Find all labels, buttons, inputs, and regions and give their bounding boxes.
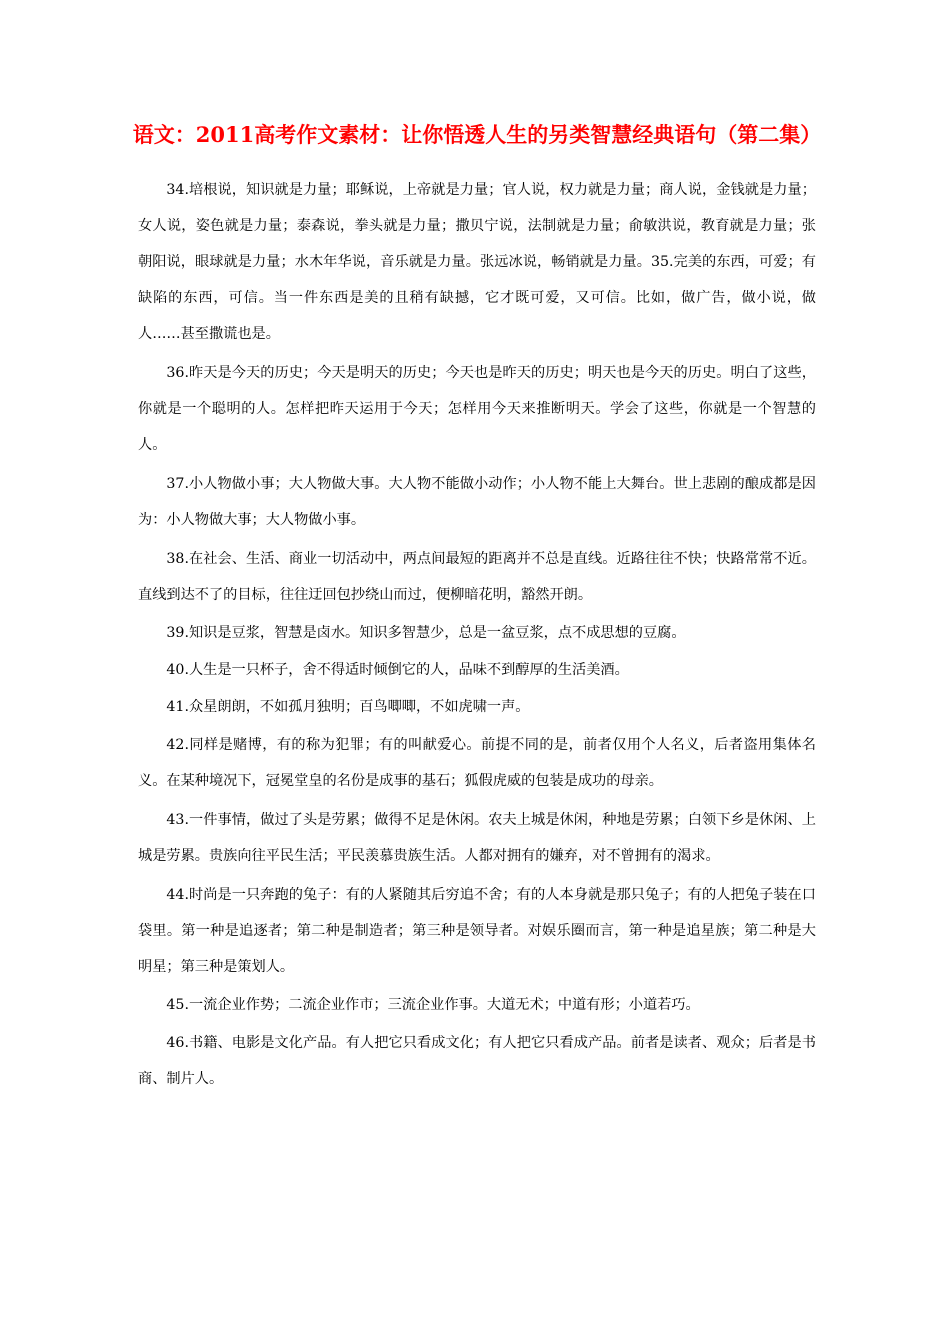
paragraph-43: 43.一件事情，做过了头是劳累；做得不足是休闲。农夫上城是休闲，种地是劳累；白领下乡是休闲、上城是劳累。贵族向往平民生活；平民羡慕贵族生活。人都对拥有的嫌弃，对不曾拥有的渴求。 xyxy=(138,812,816,864)
document-body xyxy=(138,172,816,1100)
paragraph-42: 42.同样是赌博，有的称为犯罪；有的叫献爱心。前提不同的是，前者仅用个人名义，后者盗用集体名义。在某种境况下，冠冕堂皇的名份是成事的基石；狐假虎威的包装是成功的母亲。 xyxy=(138,737,816,789)
paragraph-41: 41.众星朗朗，不如孤月独明；百鸟唧唧，不如虎啸一声。 xyxy=(166,699,530,715)
document-title: 语文：2011高考作文素材：让你悟透人生的另类智慧经典语句（第二集） xyxy=(132,122,822,147)
paragraph-46: 46.书籍、电影是文化产品。有人把它只看成文化；有人把它只看成产品。前者是读者、观众；后者是书商、制片人。 xyxy=(138,1035,816,1087)
paragraph-44: 44.时尚是一只奔跑的兔子：有的人紧随其后穷追不舍；有的人本身就是那只兔子；有的人把兔子装在口袋里。第一种是追逐者；第二种是制造者；第三种是领导者。对娱乐圈而言，第一种是追星族；第二种是大明星；第三种是策划人。 xyxy=(138,887,816,975)
paragraph-38: 38.在社会、生活、商业一切活动中，两点间最短的距离并不总是直线。近路往往不快；快路常常不近。直线到达不了的目标，往往迂回包抄绕山而过，便柳暗花明，豁然开朗。 xyxy=(138,551,816,603)
paragraph-34-35: 34.培根说，知识就是力量；耶稣说，上帝就是力量；官人说，权力就是力量；商人说，金钱就是力量；女人说，姿色就是力量；泰森说，拳头就是力量；撒贝宁说，法制就是力量；俞敏洪说，教育就是力量；张朝阳说，眼球就是力量；水木年华说，音乐就是力量。张远冰说，畅销就是力量。35.完美的东西，可爱；有缺陷的东西，可信。当一件东西是美的且稍有缺撼，它才既可爱，又可信。比如，做广告，做小说，做人……甚至撒谎也是。 xyxy=(138,182,816,342)
paragraph-36: 36.昨天是今天的历史；今天是明天的历史；今天也是昨天的历史；明天也是今天的历史。明白了这些，你就是一个聪明的人。怎样把昨天运用于今天；怎样用今天来推断明天。学会了这些，你就是一个智慧的人。 xyxy=(138,365,816,453)
paragraph-39: 39.知识是豆浆，智慧是卤水。知识多智慧少，总是一盆豆浆，点不成思想的豆腐。 xyxy=(166,625,686,641)
paragraph-40: 40.人生是一只杯子，舍不得适时倾倒它的人，品味不到醇厚的生活美酒。 xyxy=(166,662,629,678)
paragraph-37: 37.小人物做小事；大人物做大事。大人物不能做小动作；小人物不能上大舞台。世上悲剧的酿成都是因为：小人物做大事；大人物做小事。 xyxy=(138,476,816,528)
paragraph-45: 45.一流企业作势；二流企业作市；三流企业作事。大道无术；中道有形；小道若巧。 xyxy=(166,997,700,1013)
